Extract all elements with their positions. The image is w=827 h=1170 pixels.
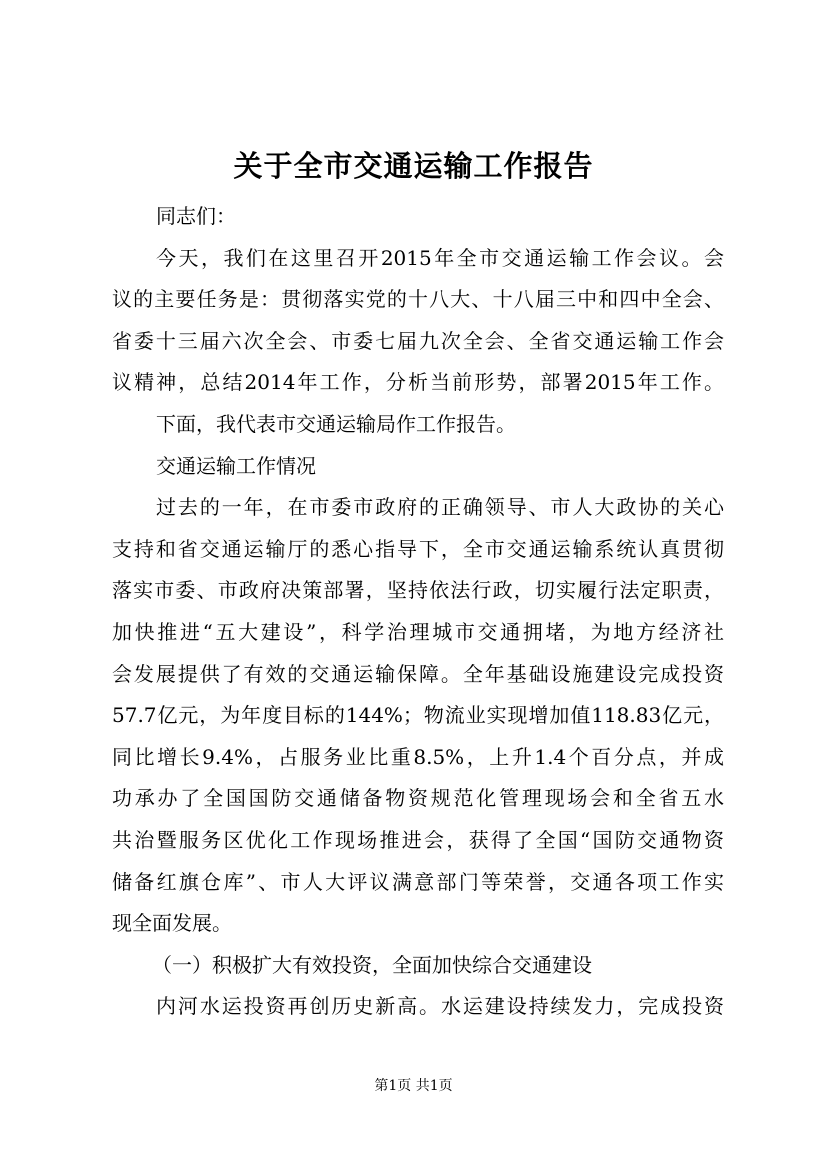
subsection-heading: （一）积极扩大有效投资，全面加快综合交通建设	[152, 952, 592, 977]
paragraph-line: 内河水运投资再创历史新高。水运建设持续发力，完成投资	[156, 994, 724, 1019]
paragraph-line: 今天，我们在这里召开2015年全市交通运输工作会议。会	[156, 245, 724, 270]
paragraph-line: 下面，我代表市交通运输局作工作报告。	[156, 411, 516, 436]
page-footer: 第1页 共1页	[374, 1078, 453, 1094]
paragraph-line: 过去的一年，在市委市政府的正确领导、市人大政协的关心	[156, 495, 724, 520]
paragraph-line: 储备红旗仓库”、市人大评议满意部门等荣誉，交通各项工作实	[112, 869, 724, 894]
section-heading: 交通运输工作情况	[156, 453, 316, 478]
paragraph-line: 省委十三届六次全会、市委七届九次全会、全省交通运输工作会	[112, 328, 724, 353]
paragraph-line: 会发展提供了有效的交通运输保障。全年基础设施建设完成投资	[112, 661, 724, 686]
paragraph-line: 议精神，总结2014年工作，分析当前形势，部署2015年工作。	[112, 370, 724, 395]
paragraph-line: 共治暨服务区优化工作现场推进会，获得了全国“国防交通物资	[112, 827, 724, 852]
paragraph-line: 落实市委、市政府决策部署，坚持依法行政，切实履行法定职责，	[112, 578, 724, 603]
paragraph-line: 功承办了全国国防交通储备物资规范化管理现场会和全省五水	[112, 786, 724, 811]
paragraph-line: 议的主要任务是：贯彻落实党的十八大、十八届三中和四中全会、	[112, 287, 724, 312]
paragraph-line: 加快推进“五大建设”，科学治理城市交通拥堵，为地方经济社	[112, 619, 724, 644]
document-body	[112, 196, 724, 1028]
document-title: 关于全市交通运输工作报告	[233, 149, 594, 183]
salutation: 同志们：	[156, 204, 236, 228]
paragraph-line: 同比增长9.4%，占服务业比重8.5%，上升1.4个百分点，并成	[112, 744, 724, 769]
paragraph-line: 57.7亿元，为年度目标的144%；物流业实现增加值118.83亿元，	[112, 703, 724, 728]
paragraph-line: 现全面发展。	[112, 911, 232, 936]
paragraph-line: 支持和省交通运输厅的悉心指导下，全市交通运输系统认真贯彻	[112, 536, 724, 561]
